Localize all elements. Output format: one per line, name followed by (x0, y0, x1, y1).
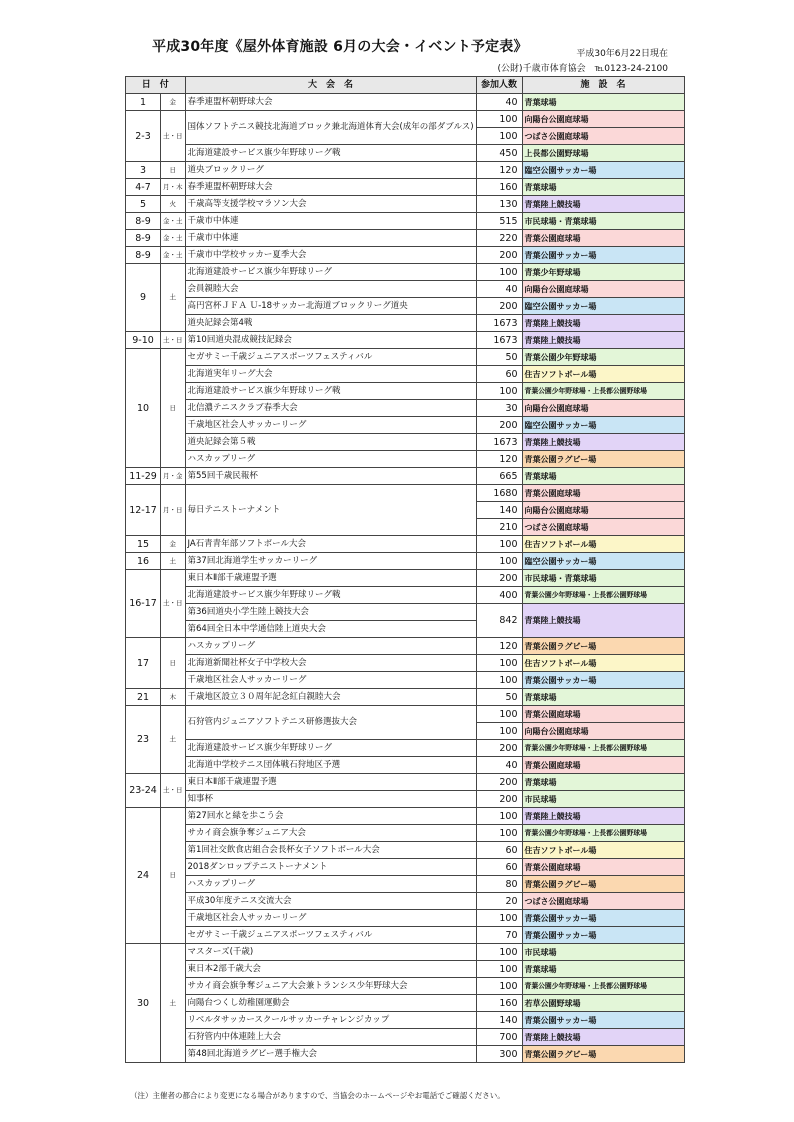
participant-count: 200 (476, 740, 522, 757)
table-row (126, 213, 685, 230)
table-header-row (126, 77, 685, 94)
venue-name: 住吉ソフトボール場 (522, 842, 684, 859)
participant-count: 200 (476, 417, 522, 434)
event-name: 第1回社交飲食店組合会長杯女子ソフトボール大会 (185, 842, 476, 859)
participant-count: 20 (476, 893, 522, 910)
venue-name: 青葉公園庭球場 (522, 859, 684, 876)
table-row (126, 451, 685, 468)
table-row (126, 349, 685, 366)
event-date: 16 (126, 553, 161, 570)
event-date: 12-17 (126, 485, 161, 536)
participant-count: 100 (476, 723, 522, 740)
event-date: 2-3 (126, 111, 161, 162)
participant-count: 200 (476, 791, 522, 808)
header-venue: 施 設 名 (522, 77, 684, 94)
participant-count: 100 (476, 944, 522, 961)
participant-count: 120 (476, 162, 522, 179)
venue-name: 青葉公園ラグビー場 (522, 876, 684, 893)
table-row (126, 944, 685, 961)
event-name: 春季連盟杯朝野球大会 (185, 94, 476, 111)
table-row (126, 978, 685, 995)
event-name: 毎日テニストーナメント (185, 485, 476, 536)
event-name: JA石青青年部ソフトボール大会 (185, 536, 476, 553)
venue-name: 臨空公園サッカー場 (522, 553, 684, 570)
header-date: 日 付 (126, 77, 186, 94)
venue-name: 青葉陸上競技場 (522, 1029, 684, 1046)
table-row (126, 179, 685, 196)
table-row (126, 808, 685, 825)
table-row (126, 264, 685, 281)
event-weekday: 土 (161, 944, 186, 1063)
venue-name: つばさ公園庭球場 (522, 519, 684, 536)
table-row (126, 757, 685, 774)
venue-name: 青葉球場 (522, 774, 684, 791)
event-name: ハスカップリーグ (185, 876, 476, 893)
event-weekday: 日 (161, 808, 186, 944)
participant-count: 50 (476, 689, 522, 706)
venue-name: 青葉公園ラグビー場 (522, 1046, 684, 1063)
participant-count: 100 (476, 978, 522, 995)
event-name: セガサミー千歳ジュニアスポーツフェスティバル (185, 349, 476, 366)
event-name: 春季連盟杯朝野球大会 (185, 179, 476, 196)
venue-name: 青葉球場 (522, 468, 684, 485)
event-name: 第10回道央混成競技記録会 (185, 332, 476, 349)
participant-count: 1673 (476, 332, 522, 349)
event-weekday: 月・木 (161, 179, 186, 196)
participant-count: 40 (476, 94, 522, 111)
event-name: 第48回北海道ラグビー選手権大会 (185, 1046, 476, 1063)
venue-name: 青葉公園サッカー場 (522, 1012, 684, 1029)
event-name: 道央記録会第５戦 (185, 434, 476, 451)
table-row (126, 740, 685, 757)
event-name: 北海道中学校テニス団体戦石狩地区予選 (185, 757, 476, 774)
event-date: 9-10 (126, 332, 161, 349)
venue-name: 青葉陸上競技場 (522, 196, 684, 213)
participant-count: 130 (476, 196, 522, 213)
event-weekday: 土 (161, 264, 186, 332)
participant-count: 120 (476, 638, 522, 655)
event-date: 10 (126, 349, 161, 468)
participant-count: 200 (476, 298, 522, 315)
table-row (126, 298, 685, 315)
venue-name: 市民球場 (522, 791, 684, 808)
event-name: 北海道建設サービス旗少年野球リーグ戦 (185, 383, 476, 400)
event-name: 北海道実年リーグ大会 (185, 366, 476, 383)
event-name: 2018ダンロップテニストーナメント (185, 859, 476, 876)
venue-name: 青葉公園少年野球場・上長都公園野球場 (522, 978, 684, 995)
venue-name: 住吉ソフトボール場 (522, 366, 684, 383)
schedule-body (126, 94, 685, 1063)
table-row (126, 145, 685, 162)
venue-name: 住吉ソフトボール場 (522, 655, 684, 672)
event-weekday: 金・土 (161, 213, 186, 230)
table-row (126, 536, 685, 553)
event-date: 8-9 (126, 247, 161, 264)
event-weekday: 金・土 (161, 247, 186, 264)
venue-name: 住吉ソフトボール場 (522, 536, 684, 553)
event-date: 9 (126, 264, 161, 332)
event-date: 1 (126, 94, 161, 111)
table-row (126, 876, 685, 893)
participant-count: 70 (476, 927, 522, 944)
event-weekday: 土・日 (161, 332, 186, 349)
table-row (126, 315, 685, 332)
participant-count: 210 (476, 519, 522, 536)
event-name: サカイ商会旗争奪ジュニア大会兼トランシス少年野球大会 (185, 978, 476, 995)
event-name: 向陽台つくし幼稚園運動会 (185, 995, 476, 1012)
event-date: 4-7 (126, 179, 161, 196)
venue-name: 向陽台公園庭球場 (522, 400, 684, 417)
event-name: 千歳地区設立３０周年記念紅白親睦大会 (185, 689, 476, 706)
event-date: 8-9 (126, 230, 161, 247)
event-name: 千歳高等支援学校マラソン大会 (185, 196, 476, 213)
event-name: ハスカップリーグ (185, 451, 476, 468)
venue-name: 青葉公園少年野球場 (522, 349, 684, 366)
venue-name: 青葉陸上競技場 (522, 315, 684, 332)
event-name: 北海道建設サービス旗少年野球リーグ戦 (185, 145, 476, 162)
event-date: 16-17 (126, 570, 161, 638)
table-row (126, 366, 685, 383)
event-weekday: 土 (161, 706, 186, 774)
participant-count: 60 (476, 859, 522, 876)
participant-count: 220 (476, 230, 522, 247)
venue-name: 臨空公園サッカー場 (522, 417, 684, 434)
venue-name: 青葉公園ラグビー場 (522, 638, 684, 655)
venue-name: 青葉陸上競技場 (522, 604, 684, 638)
participant-count: 1673 (476, 315, 522, 332)
table-row (126, 400, 685, 417)
participant-count: 60 (476, 842, 522, 859)
table-row (126, 281, 685, 298)
venue-name: 向陽台公園庭球場 (522, 111, 684, 128)
venue-name: 青葉公園少年野球場・上長都公園野球場 (522, 825, 684, 842)
event-name: リベルタサッカースクールサッカーチャレンジカップ (185, 1012, 476, 1029)
event-weekday: 土・日 (161, 570, 186, 638)
header-participants: 参加人数 (476, 77, 522, 94)
participant-count: 100 (476, 672, 522, 689)
table-row (126, 927, 685, 944)
venue-name: 市民球場・青葉球場 (522, 213, 684, 230)
venue-name: 向陽台公園庭球場 (522, 281, 684, 298)
event-name: 第37回北海道学生サッカーリーグ (185, 553, 476, 570)
participant-count: 100 (476, 128, 522, 145)
venue-name: 市民球場 (522, 944, 684, 961)
participant-count: 160 (476, 179, 522, 196)
venue-name: 青葉公園庭球場 (522, 706, 684, 723)
participant-count: 100 (476, 825, 522, 842)
event-name: 北海道建設サービス旗少年野球リーグ (185, 264, 476, 281)
venue-name: 青葉球場 (522, 179, 684, 196)
venue-name: 市民球場・青葉球場 (522, 570, 684, 587)
event-date: 30 (126, 944, 161, 1063)
event-date: 3 (126, 162, 161, 179)
table-row (126, 995, 685, 1012)
event-weekday: 月・金 (161, 468, 186, 485)
participant-count: 200 (476, 774, 522, 791)
table-row (126, 1046, 685, 1063)
event-date: 8-9 (126, 213, 161, 230)
table-row (126, 230, 685, 247)
participant-count: 842 (476, 604, 522, 638)
participant-count: 100 (476, 553, 522, 570)
participant-count: 140 (476, 1012, 522, 1029)
participant-count: 160 (476, 995, 522, 1012)
table-row (126, 672, 685, 689)
event-weekday: 日 (161, 638, 186, 689)
venue-name: 上長都公園野球場 (522, 145, 684, 162)
venue-name: 青葉公園少年野球場・上長都公園野球場 (522, 587, 684, 604)
event-name: 千歳地区社会人サッカーリーグ (185, 672, 476, 689)
event-name: 千歳市中体連 (185, 230, 476, 247)
table-row (126, 485, 685, 502)
event-weekday: 月・日 (161, 485, 186, 536)
header-event-name: 大 会 名 (185, 77, 476, 94)
venue-name: 青葉陸上競技場 (522, 808, 684, 825)
event-weekday: 金・土 (161, 230, 186, 247)
venue-name: つばさ公園庭球場 (522, 128, 684, 145)
event-date: 23 (126, 706, 161, 774)
venue-name: 向陽台公園庭球場 (522, 723, 684, 740)
participant-count: 30 (476, 400, 522, 417)
table-row (126, 859, 685, 876)
table-row (126, 417, 685, 434)
event-weekday: 金 (161, 94, 186, 111)
venue-name: 青葉球場 (522, 94, 684, 111)
footnote: （注）主催者の都合により変更になる場合がありますので、当協会のホームページやお電話でご確認ください。 (130, 1091, 505, 1100)
event-date: 21 (126, 689, 161, 706)
table-row (126, 689, 685, 706)
participant-count: 50 (476, 349, 522, 366)
participant-count: 60 (476, 366, 522, 383)
venue-name: 青葉公園サッカー場 (522, 247, 684, 264)
table-row (126, 1029, 685, 1046)
event-weekday: 火 (161, 196, 186, 213)
event-name: 国体ソフトテニス競技北海道ブロック兼北海道体育大会(成年の部ダブルス) (185, 111, 476, 145)
table-row (126, 655, 685, 672)
event-name: 東日本Ⅱ部千歳連盟予選 (185, 774, 476, 791)
event-schedule-table (125, 76, 685, 1063)
table-row (126, 570, 685, 587)
event-name: マスターズ(千歳) (185, 944, 476, 961)
participant-count: 120 (476, 451, 522, 468)
table-row (126, 825, 685, 842)
participant-count: 140 (476, 502, 522, 519)
participant-count: 300 (476, 1046, 522, 1063)
participant-count: 100 (476, 536, 522, 553)
participant-count: 40 (476, 281, 522, 298)
venue-name: つばさ公園庭球場 (522, 893, 684, 910)
participant-count: 100 (476, 910, 522, 927)
participant-count: 1673 (476, 434, 522, 451)
table-row (126, 247, 685, 264)
venue-name: 青葉球場 (522, 961, 684, 978)
event-name: 会員親睦大会 (185, 281, 476, 298)
event-name: サカイ商会旗争奪ジュニア大会 (185, 825, 476, 842)
venue-name: 青葉陸上競技場 (522, 434, 684, 451)
event-date: 15 (126, 536, 161, 553)
event-date: 17 (126, 638, 161, 689)
participant-count: 100 (476, 264, 522, 281)
venue-name: 青葉公園サッカー場 (522, 927, 684, 944)
event-name: 平成30年度テニス交流大会 (185, 893, 476, 910)
participant-count: 200 (476, 247, 522, 264)
event-name: 東日本2部千歳大会 (185, 961, 476, 978)
venue-name: 青葉球場 (522, 689, 684, 706)
event-name: 高円宮杯ＪＦＡ Ｕ-18サッカー北海道ブロックリーグ道央 (185, 298, 476, 315)
page-title: 平成30年度《屋外体育施設 6月の大会・イベント予定表》 (152, 39, 528, 55)
event-name: 千歳地区社会人サッカーリーグ (185, 417, 476, 434)
venue-name: 青葉少年野球場 (522, 264, 684, 281)
event-name: 千歳地区社会人サッカーリーグ (185, 910, 476, 927)
participant-count: 400 (476, 587, 522, 604)
table-row (126, 434, 685, 451)
venue-name: 青葉公園ラグビー場 (522, 451, 684, 468)
participant-count: 100 (476, 383, 522, 400)
table-row (126, 111, 685, 128)
event-weekday: 土 (161, 553, 186, 570)
event-name: 道央記録会第4戦 (185, 315, 476, 332)
table-row (126, 332, 685, 349)
table-row (126, 94, 685, 111)
organization-contact: (公財)千歳市体育協会 ℡0123-24-2100 (497, 64, 668, 74)
event-weekday: 金 (161, 536, 186, 553)
venue-name: 青葉公園少年野球場・上長都公園野球場 (522, 740, 684, 757)
event-name: 東日本Ⅱ部千歳連盟予選 (185, 570, 476, 587)
participant-count: 100 (476, 808, 522, 825)
venue-name: 若草公園野球場 (522, 995, 684, 1012)
venue-name: 臨空公園サッカー場 (522, 298, 684, 315)
participant-count: 80 (476, 876, 522, 893)
table-row (126, 706, 685, 723)
event-name: 北海道建設サービス旗少年野球リーグ (185, 740, 476, 757)
event-name: 第55回千歳民報杯 (185, 468, 476, 485)
participant-count: 665 (476, 468, 522, 485)
venue-name: 青葉陸上競技場 (522, 332, 684, 349)
event-date: 24 (126, 808, 161, 944)
event-weekday: 土・日 (161, 774, 186, 808)
event-name: 石狩管内中体連陸上大会 (185, 1029, 476, 1046)
event-name: 千歳市中学校サッカー夏季大会 (185, 247, 476, 264)
event-weekday: 日 (161, 349, 186, 468)
table-row (126, 910, 685, 927)
participant-count: 100 (476, 655, 522, 672)
venue-name: 青葉公園少年野球場・上長都公園野球場 (522, 383, 684, 400)
event-date: 23-24 (126, 774, 161, 808)
event-weekday: 木 (161, 689, 186, 706)
table-row (126, 893, 685, 910)
event-name: 北海道建設サービス旗少年野球リーグ戦 (185, 587, 476, 604)
participant-count: 1680 (476, 485, 522, 502)
participant-count: 100 (476, 961, 522, 978)
event-name: 道央ブロックリーグ (185, 162, 476, 179)
event-name: 第27回水と緑を歩こう会 (185, 808, 476, 825)
venue-name: 青葉公園サッカー場 (522, 910, 684, 927)
participant-count: 40 (476, 757, 522, 774)
event-name: 北信濃テニスクラブ春季大会 (185, 400, 476, 417)
participant-count: 515 (476, 213, 522, 230)
event-weekday: 日 (161, 162, 186, 179)
as-of-date: 平成30年6月22日現在 (576, 49, 668, 59)
event-name: 北海道新聞社杯女子中学校大会 (185, 655, 476, 672)
table-row (126, 468, 685, 485)
table-row (126, 604, 685, 621)
event-name: 知事杯 (185, 791, 476, 808)
venue-name: 向陽台公園庭球場 (522, 502, 684, 519)
event-name: 千歳市中体連 (185, 213, 476, 230)
participant-count: 200 (476, 570, 522, 587)
event-name: 第36回道央小学生陸上競技大会 (185, 604, 476, 621)
venue-name: 青葉公園庭球場 (522, 230, 684, 247)
participant-count: 100 (476, 706, 522, 723)
event-name: 石狩管内ジュニアソフトテニス研修選抜大会 (185, 706, 476, 740)
venue-name: 臨空公園サッカー場 (522, 162, 684, 179)
participant-count: 450 (476, 145, 522, 162)
table-row (126, 842, 685, 859)
venue-name: 青葉公園庭球場 (522, 757, 684, 774)
event-date: 5 (126, 196, 161, 213)
table-row (126, 196, 685, 213)
event-date: 11-29 (126, 468, 161, 485)
table-row (126, 587, 685, 604)
table-row (126, 961, 685, 978)
venue-name: 青葉公園サッカー場 (522, 672, 684, 689)
table-row (126, 774, 685, 791)
event-name: 第64回全日本中学通信陸上道央大会 (185, 621, 476, 638)
table-row (126, 162, 685, 179)
participant-count: 100 (476, 111, 522, 128)
venue-name: 青葉公園庭球場 (522, 485, 684, 502)
table-row (126, 383, 685, 400)
event-name: ハスカップリーグ (185, 638, 476, 655)
participant-count: 700 (476, 1029, 522, 1046)
event-name: セガサミー千歳ジュニアスポーツフェスティバル (185, 927, 476, 944)
table-row (126, 553, 685, 570)
table-row (126, 1012, 685, 1029)
table-row (126, 638, 685, 655)
event-weekday: 土・日 (161, 111, 186, 162)
table-row (126, 791, 685, 808)
